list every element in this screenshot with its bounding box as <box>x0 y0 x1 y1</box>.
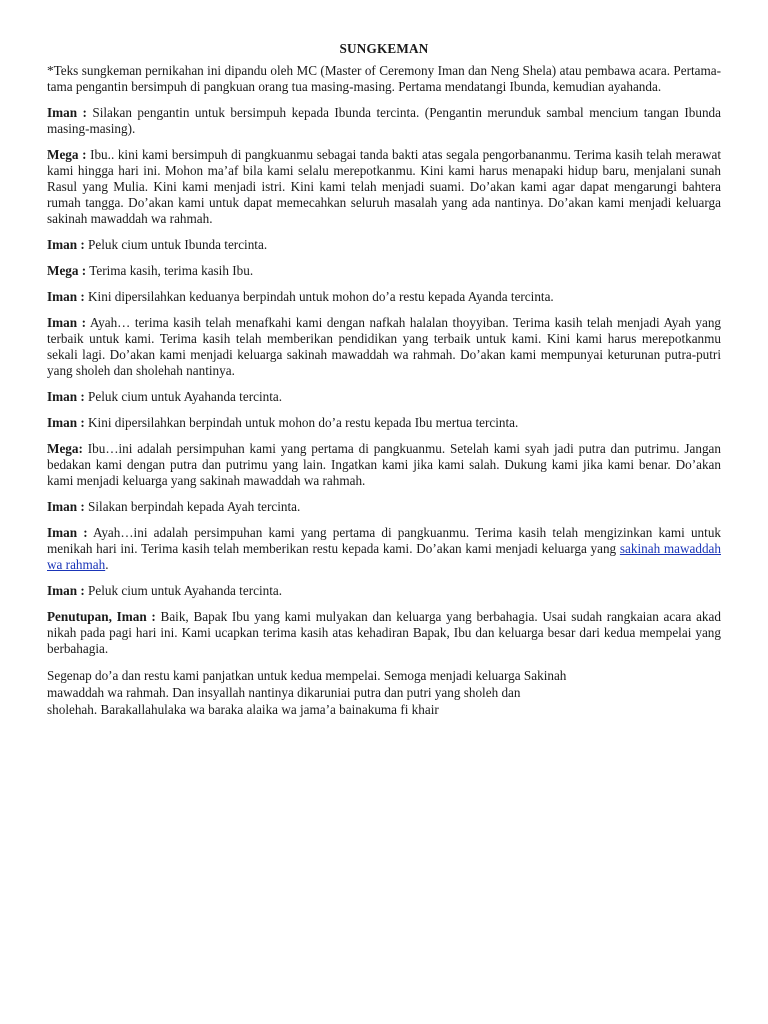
speaker-label: Iman : <box>47 525 88 540</box>
dialogue-text: Silakan berpindah kepada Ayah tercinta. <box>84 499 301 514</box>
dialogue-paragraph <box>47 415 721 431</box>
dialogue-text: Baik, Bapak Ibu yang kami mulyakan dan keluarga yang berbahagia. Usai sudah rangkaian acara akad nikah pada pagi hari ini. Kami ucapkan terima kasih atas kehadiran Bapak, Ibu dan keluarga besar dari kedua mempelai yang berbahagia. <box>47 609 721 656</box>
blessing-line: mawaddah wa rahmah. Dan insyallah nantinya dikaruniai putra dan putri yang sholeh dan <box>47 685 521 700</box>
dialogue-text-end: . <box>105 557 109 572</box>
document-title: SUNGKEMAN <box>339 41 429 56</box>
dialogue-text: Terima kasih, terima kasih Ibu. <box>86 263 254 278</box>
dialogue-text: Silakan pengantin untuk bersimpuh kepada Ibunda tercinta. (Pengantin merunduk sambal mencium tangan Ibunda masing-masing). <box>47 105 722 136</box>
speaker-label: Mega : <box>47 263 87 278</box>
sakinah-link[interactable]: sakinah mawaddah wa rahmah <box>47 541 721 572</box>
speaker-label: Mega: <box>47 441 83 456</box>
dialogue-paragraph <box>47 263 721 279</box>
dialogue-text: Ibu…ini adalah persimpuhan kami yang pertama di pangkuanmu. Setelah kami syah jadi putra dan putrimu. Jangan bedakan kami dengan putra dan putrimu yang lain. Ingatkan kami jika kami salah. Dukung kami jika kami benar. Do’akan kami menjadi keluarga yang sakinah mawaddah wa rahmah. <box>47 441 721 488</box>
speaker-label: Iman : <box>47 237 85 252</box>
dialogue-text: Peluk cium untuk Ibunda tercinta. <box>84 237 268 252</box>
dialogue-paragraph <box>47 499 721 515</box>
speaker-label: Mega : <box>47 147 87 162</box>
dialogue-text: Kini dipersilahkan berpindah untuk mohon do’a restu kepada Ibu mertua tercinta. <box>84 415 519 430</box>
blessing-line: sholehah. Barakallahulaka wa baraka alaika wa jama’a bainakuma fi khair <box>47 702 439 717</box>
dialogue-text: Ayah… terima kasih telah menafkahi kami dengan nafkah halalan thoyyiban. Terima kasih telah menjadi Ayah yang terbaik untuk kami. Terima kasih telah memberikan pendidikan yang terbaik untuk kami. Kini kami harus merepotkanmu sekali lagi. Do’akan kami menjadi keluarga sakinah mawaddah wa rahmah. Do’akan kami mempunyai keturunan putra-putri yang sholeh dan sholehah nantinya. <box>47 315 722 378</box>
speaker-label: Penutupan, Iman : <box>47 609 156 624</box>
dialogue-paragraph <box>47 389 721 405</box>
dialogue-text: Ibu.. kini kami bersimpuh di pangkuanmu sebagai tanda bakti atas segala pengorbananmu. Terima kasih telah merawat kami hingga hari ini. Mohon ma’af bila kami selalu merepotkanmu. Kini kami harus menapaki hidup baru, menjalani sunah Rasul yang Mulia. Kini kami menjadi istri. Kini kami telah menjadi suami. Do’akan kami agar dapat mengarungi bahtera rumah tangga. Do’akan kami untuk dapat memecahkan seluruh masalah yang ada nantinya. Do’akan kami menjadi keluarga sakinah mawaddah wa rahmah. <box>47 147 722 226</box>
dialogue-text: Peluk cium untuk Ayahanda tercinta. <box>84 389 283 404</box>
speaker-label: Iman : <box>47 499 85 514</box>
speaker-label: Iman : <box>47 583 85 598</box>
speaker-label: Iman : <box>47 389 85 404</box>
blessing-paragraph <box>47 667 721 718</box>
dialogue-paragraph <box>47 147 721 227</box>
speaker-label: Iman : <box>47 105 87 120</box>
dialogue-paragraph <box>47 289 721 305</box>
dialogue-text: Peluk cium untuk Ayahanda tercinta. <box>84 583 283 598</box>
dialogue-paragraph <box>47 525 721 573</box>
document-page <box>47 41 721 728</box>
speaker-label: Iman : <box>47 415 85 430</box>
speaker-label: Iman : <box>47 315 86 330</box>
dialogue-paragraph <box>47 441 721 489</box>
speaker-label: Iman : <box>47 289 85 304</box>
dialogue-paragraph <box>47 315 721 379</box>
dialogue-text: Ayah…ini adalah persimpuhan kami yang pertama di pangkuanmu. Terima kasih telah mengizinkan kami untuk menikah hari ini. Terima kasih telah memberikan restu kepada kami. Do’akan kami menjadi keluarga yang <box>47 525 722 556</box>
closing-remarks-paragraph <box>47 609 721 657</box>
dialogue-paragraph <box>47 237 721 253</box>
dialogue-text: Kini dipersilahkan keduanya berpindah untuk mohon do’a restu kepada Ayanda tercinta. <box>84 289 554 304</box>
blessing-line: Segenap do’a dan restu kami panjatkan untuk kedua mempelai. Semoga menjadi keluarga Sakinah <box>47 668 567 683</box>
intro-paragraph: *Teks sungkeman pernikahan ini dipandu oleh MC (Master of Ceremony Iman dan Neng Shela) atau pembawa acara. Pertama-tama pengantin bersimpuh di pangkuan orang tua masing-masing. Pertama mendatangi Ibunda, kemudian ayahanda. <box>47 63 721 94</box>
dialogue-paragraph <box>47 105 721 137</box>
dialogue-paragraph <box>47 583 721 599</box>
